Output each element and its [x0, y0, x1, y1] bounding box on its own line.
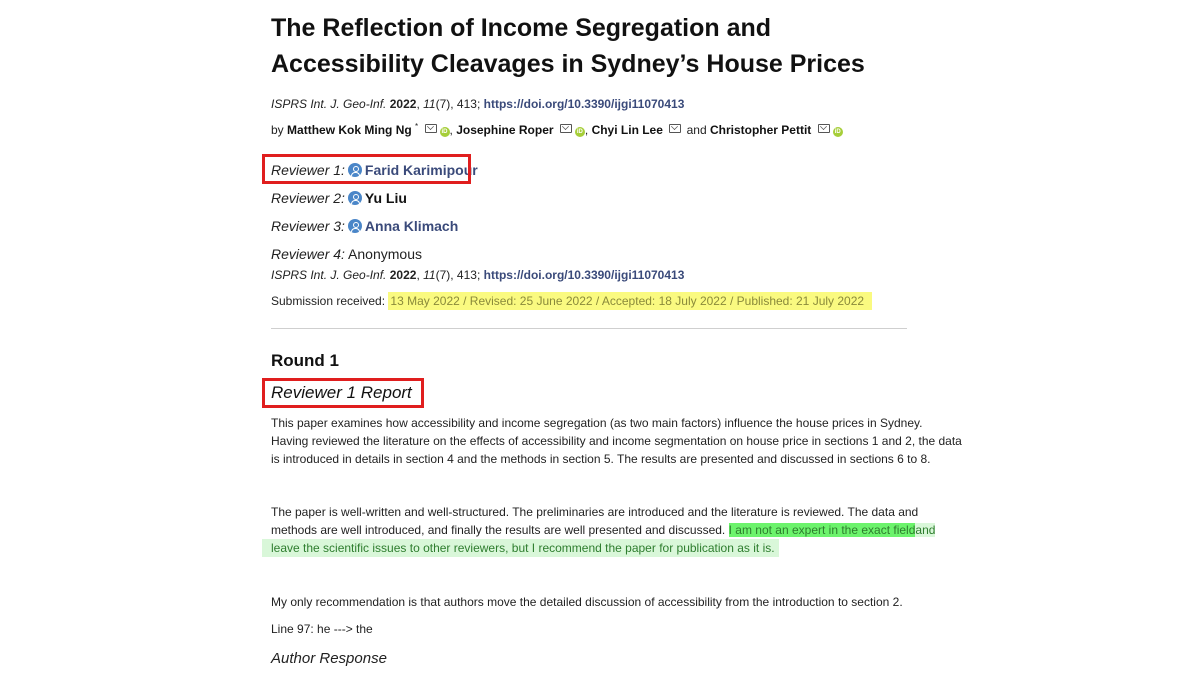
doi-link[interactable]: https://doi.org/10.3390/ijgi11070413 [483, 268, 685, 282]
author-2[interactable]: Josephine Roper [456, 123, 554, 137]
green-highlight-line: leave the scientific issues to other reviewers, but I recommend the paper for publication as it is. [262, 539, 779, 557]
submission-dates: Submission received: 13 May 2022 / Revised: 25 June 2022 / Accepted: 18 July 2022 / Published: 21 July 2022 [271, 294, 872, 308]
paragraph-4: Line 97: he ---> the [271, 622, 373, 636]
author-4[interactable]: Christopher Pettit [709, 123, 812, 137]
citation-line-2: ISPRS Int. J. Geo-Inf. 2022, 11(7), 413; https://doi.org/10.3390/ijgi11070413 [271, 268, 685, 282]
round-heading: Round 1 [271, 351, 339, 370]
mail-icon[interactable] [818, 124, 830, 133]
highlight-box-reviewer-1 [262, 154, 471, 184]
reviewer-3-link[interactable]: Anna Klimach [364, 218, 459, 234]
user-icon [348, 219, 362, 233]
orcid-icon[interactable]: iD [576, 129, 583, 135]
user-icon [348, 191, 362, 205]
doi-link[interactable]: https://doi.org/10.3390/ijgi11070413 [483, 97, 685, 111]
citation-line: ISPRS Int. J. Geo-Inf. 2022, 11(7), 413; https://doi.org/10.3390/ijgi11070413 [271, 97, 685, 111]
mail-icon[interactable] [669, 124, 681, 133]
green-highlight: I am not an expert in the exact field [728, 523, 916, 537]
paper-title: The Reflection of Income Segregation and Accessibility Cleavages in Sydney’s House Prices [271, 14, 865, 78]
author-1[interactable]: Matthew Kok Ming Ng [287, 123, 412, 137]
author-list: by Matthew Kok Ming Ng * iD , Josephine Roper iD , Chyi Lin Lee and Christopher Pettit iD [271, 122, 841, 137]
orcid-icon[interactable]: iD [834, 129, 841, 135]
mail-icon[interactable] [425, 124, 437, 133]
paragraph-2: The paper is well-written and well-structured. The preliminaries are introduced and the literature is reviewed. The data and methods are well introduced, and finally the results are well presented and discussed. I am not an expert in the exact fieldand leave the scientific issues to other reviewers, but I recommend the paper for publication as it is. [271, 503, 935, 557]
reviewer-2: Reviewer 2: Yu Liu [271, 190, 407, 206]
orcid-icon[interactable]: iD [441, 129, 448, 135]
reviewer-1-link[interactable]: Farid Karimipour [364, 162, 478, 178]
author-3[interactable]: Chyi Lin Lee [591, 123, 663, 137]
report-heading: Reviewer 1 Report [271, 383, 412, 402]
divider [271, 328, 907, 329]
author-response-heading: Author Response [271, 650, 387, 667]
reviewer-1: Reviewer 1: Farid Karimipour [271, 162, 478, 178]
reviewer-4: Reviewer 4: Anonymous [271, 246, 422, 262]
highlight-box-report [262, 378, 424, 408]
paragraph-1: This paper examines how accessibility and income segregation (as two main factors) influence the house prices in Sydney. Having reviewed the literature on the effects of accessibility and income segmentation on house price in sections 1 and 2, the data is introduced in details in section 4 and the methods in section 5. The results are presented and discussed in sections 6 to 8. [271, 416, 962, 466]
reviewer-3: Reviewer 3: Anna Klimach [271, 218, 459, 234]
dates-highlight: 13 May 2022 / Revised: 25 June 2022 / Accepted: 18 July 2022 / Published: 21 July 2022 [388, 292, 872, 310]
paragraph-3: My only recommendation is that authors move the detailed discussion of accessibility from the introduction to section 2. [271, 595, 903, 609]
mail-icon[interactable] [560, 124, 572, 133]
